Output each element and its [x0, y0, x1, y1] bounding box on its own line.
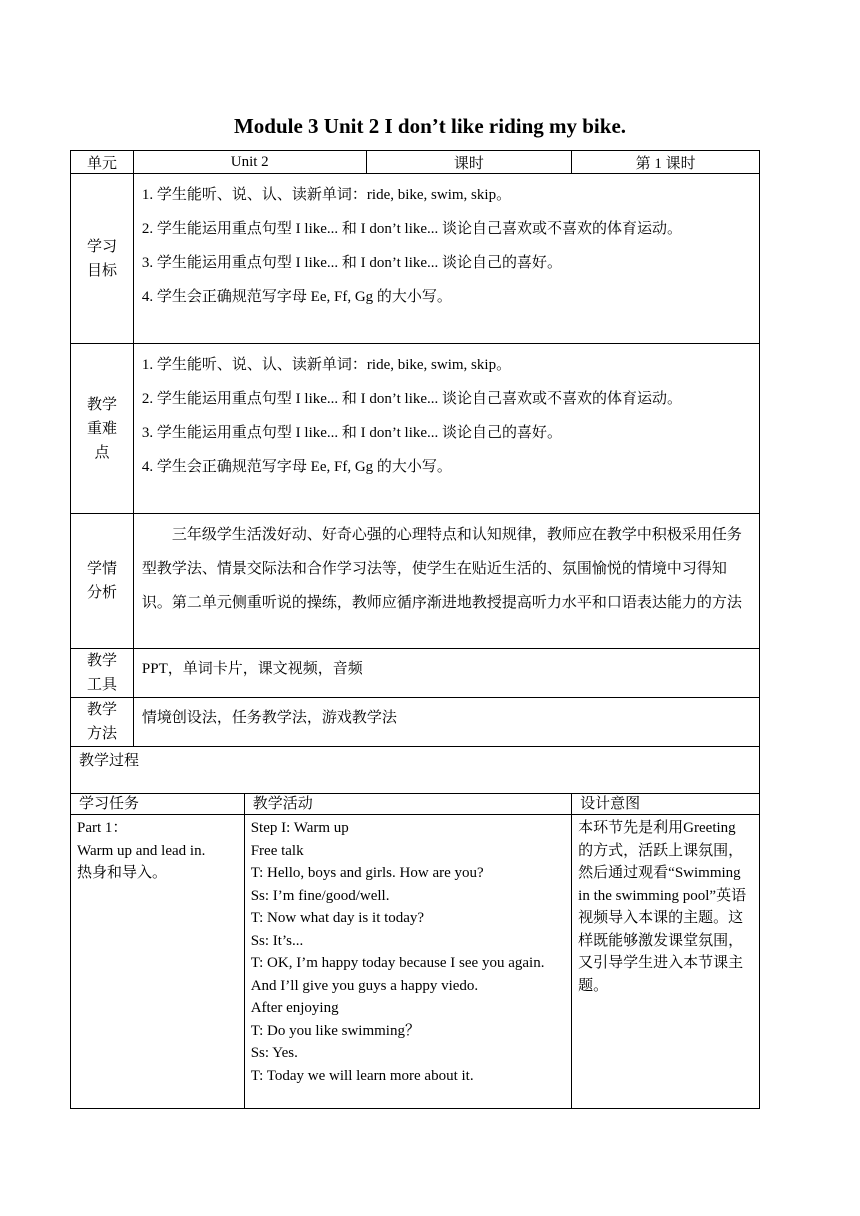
task-line: 热身和导入。 — [77, 865, 168, 881]
period-label: 课时 — [366, 151, 572, 174]
goals-row — [71, 174, 760, 344]
period-value: 第 1 课时 — [572, 151, 760, 174]
process-content-row — [71, 815, 760, 1109]
col-intent-header: 设计意图 — [572, 794, 760, 815]
activity-cell — [244, 815, 571, 1109]
tools-row — [71, 649, 760, 698]
task-cell — [71, 815, 245, 1109]
goal-item: 2. 学生能运用重点句型 I like... 和 I don’t like... 谈论自己喜欢或不喜欢的体育运动。 — [141, 221, 683, 237]
activity-line: T: OK, I’m happy today because I see you again. And I’ll give you guys a happy viedo. — [250, 955, 545, 994]
methods-content — [133, 698, 759, 747]
methods-row — [71, 698, 760, 747]
unit-value: Unit 2 — [133, 151, 366, 174]
activity-line: T: Do you like swimming？ — [250, 1022, 420, 1039]
key-point-item: 4. 学生会正确规范写字母 Ee, Ff, Gg 的大小写。 — [141, 459, 452, 475]
key-point-item: 3. 学生能运用重点句型 I like... 和 I don’t like... 谈论自己的喜好。 — [141, 425, 563, 441]
analysis-text: 三年级学生活泼好动、好奇心强的心理特点和认知规律，教师应在教学中积极采用任务型教学法、情景交际法和合作学习法等，使学生在贴近生活的、氛围愉悦的情境中习得知识。第二单元侧重听说的操练，教师应循序渐进地教授提高听力水平和口语表达能力的方法 — [141, 527, 742, 611]
activity-line: T: Today we will learn more about it. — [250, 1067, 474, 1084]
unit-label: 单元 — [71, 151, 134, 174]
activity-line: Ss: I’m fine/good/well. — [250, 887, 390, 904]
process-label: 教学过程 — [71, 747, 760, 794]
process-header-row — [71, 794, 760, 815]
key-point-item: 2. 学生能运用重点句型 I like... 和 I don’t like... 谈论自己喜欢或不喜欢的体育运动。 — [141, 391, 683, 407]
goal-item: 4. 学生会正确规范写字母 Ee, Ff, Gg 的大小写。 — [141, 289, 452, 305]
activity-line: Step I: Warm up — [250, 820, 349, 836]
process-row — [71, 747, 760, 794]
methods-label: 教学 方法 — [71, 698, 134, 747]
col-activity-header: 教学活动 — [244, 794, 571, 815]
analysis-content — [133, 514, 759, 649]
activity-line: Free talk — [250, 842, 304, 859]
document-title: Module 3 Unit 2 I don’t like riding my bike. — [233, 114, 627, 138]
goal-item: 1. 学生能听、说、认、读新单词：ride, bike, swim, skip。 — [141, 187, 512, 203]
activity-line: After enjoying — [250, 1000, 339, 1016]
tools-content — [133, 649, 759, 698]
key-points-content — [133, 344, 759, 514]
col-task-header: 学习任务 — [71, 794, 245, 815]
analysis-label: 学情 分析 — [71, 514, 134, 649]
activity-line: T: Now what day is it today? — [250, 910, 425, 926]
intent-cell — [572, 815, 760, 1109]
tools-text: PPT，单词卡片，课文视频，音频 — [141, 661, 363, 677]
key-points-label: 教学 重难 点 — [71, 344, 134, 514]
analysis-row — [71, 514, 760, 649]
intent-text: 本环节先是利用Greeting 的方式，活跃上课氛围，然后通过观看“Swimming in the swimming pool”英语视频导入本课的主题。这样既能够激发课堂氛围，又引导学生进入本节课主题。 — [578, 820, 747, 994]
goals-content — [133, 174, 759, 344]
task-line: Part 1： — [77, 820, 128, 836]
activity-line: T: Hello, boys and girls. How are you? — [250, 865, 484, 881]
goals-label: 学习 目标 — [71, 174, 134, 344]
key-point-item: 1. 学生能听、说、认、读新单词：ride, bike, swim, skip。 — [141, 357, 512, 373]
task-line: Warm up and lead in. — [77, 842, 206, 859]
activity-line: Ss: Yes. — [250, 1045, 298, 1061]
tools-label: 教学 工具 — [71, 649, 134, 698]
goal-item: 3. 学生能运用重点句型 I like... 和 I don’t like... 谈论自己的喜好。 — [141, 255, 563, 271]
header-row — [71, 151, 760, 174]
lesson-plan-table — [70, 150, 760, 1109]
key-points-row — [71, 344, 760, 514]
activity-line: Ss: It’s... — [250, 932, 304, 949]
methods-text: 情境创设法，任务教学法，游戏教学法 — [141, 710, 397, 726]
